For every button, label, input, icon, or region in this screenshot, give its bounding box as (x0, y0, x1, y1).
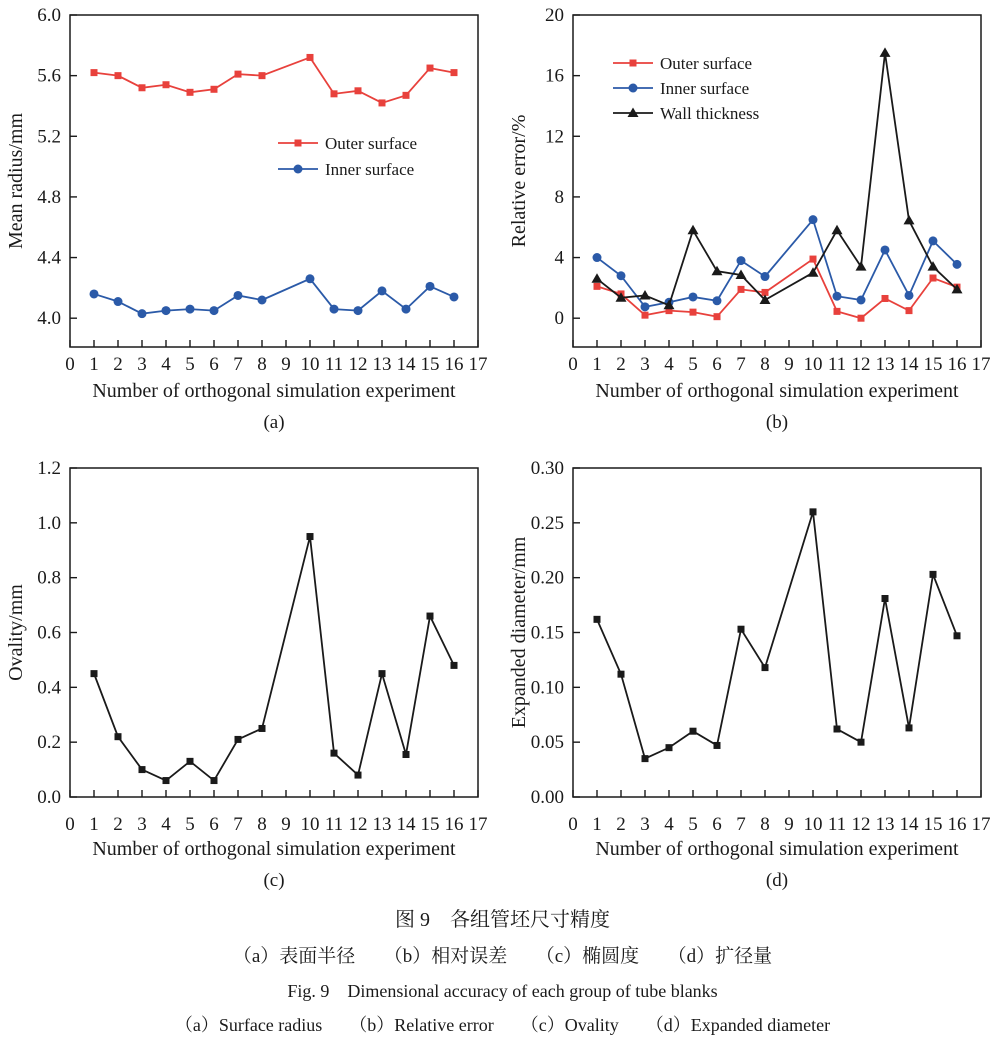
triangle-marker (928, 261, 939, 271)
square-marker (355, 772, 362, 779)
circle-marker (713, 296, 722, 305)
circle-marker (162, 306, 171, 315)
circle-marker (426, 282, 435, 291)
circle-marker (90, 289, 99, 298)
square-marker (259, 72, 266, 79)
square-marker (139, 766, 146, 773)
square-marker (738, 286, 745, 293)
square-marker (451, 662, 458, 669)
x-tick-label: 3 (640, 814, 650, 835)
y-tick-label: 16 (545, 65, 564, 87)
x-tick-label: 0 (65, 814, 75, 835)
x-tick-label: 17 (468, 814, 488, 835)
x-tick-label: 2 (616, 354, 626, 375)
x-tick-label: 1 (89, 354, 99, 375)
y-tick-label: 4 (554, 247, 564, 269)
square-marker (307, 533, 314, 540)
circle-marker (953, 260, 962, 269)
y-tick-label: 0.15 (530, 622, 564, 644)
circle-marker (809, 215, 818, 224)
y-tick-label: 1.0 (37, 512, 61, 534)
caption-en-title: Fig. 9 Dimensional accuracy of each group of tube blanks (287, 981, 718, 1001)
x-axis-title: Number of orthogonal simulation experiment (595, 838, 959, 860)
x-tick-label: 6 (712, 354, 722, 375)
square-marker (930, 275, 937, 282)
x-axis (65, 340, 487, 375)
x-tick-label: 12 (851, 354, 871, 375)
circle-marker (114, 297, 123, 306)
plot-box (70, 468, 478, 797)
x-tick-label: 10 (300, 814, 320, 835)
x-tick-label: 5 (185, 354, 195, 375)
x-tick-label: 16 (444, 354, 464, 375)
x-tick-label: 2 (113, 354, 123, 375)
square-marker (642, 312, 649, 319)
square-marker (163, 81, 170, 88)
x-tick-label: 13 (875, 814, 895, 835)
square-marker (642, 755, 649, 762)
legend-label: Outer surface (660, 54, 753, 73)
x-tick-label: 13 (875, 354, 895, 375)
x-axis (568, 340, 990, 375)
x-tick-label: 15 (923, 814, 943, 835)
triangle-marker (904, 215, 915, 225)
x-tick-label: 14 (396, 814, 416, 835)
subplot-letter: (c) (263, 870, 285, 891)
y-tick-label: 0.2 (37, 732, 61, 754)
series-wall-thickness (592, 47, 963, 309)
circle-marker (354, 306, 363, 315)
x-tick-label: 8 (760, 354, 770, 375)
square-marker (379, 99, 386, 106)
circle-marker (402, 305, 411, 314)
subplot-letter: (d) (765, 870, 789, 891)
x-tick-label: 17 (971, 814, 991, 835)
square-marker (355, 87, 362, 94)
square-marker (630, 60, 637, 67)
legend-label: Inner surface (325, 160, 415, 179)
y-tick-label: 0.00 (530, 787, 564, 808)
x-tick-label: 14 (899, 354, 919, 375)
square-marker (954, 632, 961, 639)
square-marker (139, 84, 146, 91)
square-marker (331, 750, 338, 757)
subplot-letter: (a) (263, 412, 285, 433)
circle-marker (186, 305, 195, 314)
series-inner-surface (90, 274, 459, 318)
square-marker (738, 626, 745, 633)
square-marker (690, 309, 697, 316)
subplot-c-ovality (0, 440, 502, 910)
x-tick-label: 14 (899, 814, 919, 835)
triangle-marker (592, 273, 603, 283)
x-tick-label: 0 (568, 354, 578, 375)
x-tick-label: 13 (372, 814, 392, 835)
series-line (597, 259, 957, 318)
x-tick-label: 2 (113, 814, 123, 835)
square-marker (594, 616, 601, 623)
x-tick-label: 15 (923, 354, 943, 375)
square-marker (810, 256, 817, 263)
triangle-marker (856, 261, 867, 271)
square-marker (810, 508, 817, 515)
square-marker (211, 86, 218, 93)
square-marker (930, 571, 937, 578)
square-marker (594, 283, 601, 290)
y-tick-label: 0 (554, 308, 564, 330)
y-axis-title: Mean radius/mm (5, 112, 27, 250)
x-tick-label: 6 (209, 354, 219, 375)
y-tick-label: 0.0 (37, 787, 61, 808)
square-marker (427, 613, 434, 620)
x-tick-label: 4 (664, 814, 674, 835)
series-expanded-diameter (594, 508, 961, 762)
circle-marker (761, 272, 770, 281)
series-line (597, 53, 957, 305)
circle-marker (294, 165, 303, 174)
x-tick-label: 7 (736, 354, 746, 375)
circle-marker (737, 256, 746, 265)
x-tick-label: 11 (827, 814, 847, 835)
square-marker (331, 90, 338, 97)
y-tick-label: 6.0 (37, 5, 61, 26)
legend-label: Wall thickness (660, 104, 760, 123)
x-axis-title: Number of orthogonal simulation experiment (595, 380, 959, 402)
square-marker (235, 736, 242, 743)
x-tick-label: 3 (640, 354, 650, 375)
square-marker (187, 758, 194, 765)
y-tick-label: 0.25 (530, 512, 564, 534)
caption-zh-subitems: （a）表面半径 （b）相对误差 （c）椭圆度 （d）扩径量 (232, 946, 773, 967)
chart-d-expanded-diameter (503, 440, 1005, 910)
square-marker (403, 92, 410, 99)
y-tick-label: 1.2 (37, 458, 61, 479)
circle-marker (689, 292, 698, 301)
circle-marker (617, 271, 626, 280)
x-tick-label: 0 (568, 814, 578, 835)
x-tick-label: 4 (161, 354, 171, 375)
square-marker (666, 744, 673, 751)
caption-en-subitems: （a）Surface radius （b）Relative error （c）Ovality （d）Expanded diameter (174, 1015, 831, 1035)
triangle-marker (712, 266, 723, 276)
x-tick-label: 10 (803, 814, 823, 835)
square-marker (259, 725, 266, 732)
circle-marker (306, 274, 315, 283)
x-tick-label: 7 (233, 354, 243, 375)
x-tick-label: 1 (592, 354, 602, 375)
y-tick-label: 0.6 (37, 622, 61, 644)
x-tick-label: 4 (161, 814, 171, 835)
square-marker (115, 733, 122, 740)
y-tick-label: 5.6 (37, 65, 61, 87)
x-tick-label: 8 (760, 814, 770, 835)
square-marker (906, 724, 913, 731)
square-marker (91, 670, 98, 677)
y-tick-label: 0.30 (530, 458, 564, 479)
x-tick-label: 6 (712, 814, 722, 835)
x-tick-label: 9 (784, 814, 794, 835)
x-tick-label: 3 (137, 814, 147, 835)
caption-zh-title: 图 9 各组管坯尺寸精度 (395, 909, 610, 931)
x-tick-label: 9 (281, 354, 291, 375)
series-line (94, 537, 454, 781)
triangle-marker (688, 225, 699, 235)
subplot-letter: (b) (765, 412, 789, 433)
square-marker (714, 742, 721, 749)
y-axis-title: Relative error/% (508, 114, 530, 248)
subplot-a-surface-radius (0, 0, 502, 440)
circle-marker (629, 84, 638, 93)
square-marker (163, 777, 170, 784)
chart-b-relative-error (503, 0, 1005, 440)
legend (613, 54, 759, 123)
square-marker (451, 69, 458, 76)
x-tick-label: 11 (324, 354, 344, 375)
chart-c-ovality (0, 440, 502, 910)
circle-marker (593, 253, 602, 262)
y-tick-label: 4.0 (37, 308, 61, 330)
y-tick-label: 4.8 (37, 186, 61, 208)
y-axis (545, 5, 580, 329)
y-axis-title: Ovality/mm (5, 584, 27, 681)
y-tick-label: 0.20 (530, 567, 564, 589)
x-tick-label: 5 (185, 814, 195, 835)
y-axis (37, 458, 77, 808)
circle-marker (450, 292, 459, 301)
x-tick-label: 0 (65, 354, 75, 375)
series-line (597, 512, 957, 759)
subplot-b-relative-error (503, 0, 1005, 440)
circle-marker (881, 245, 890, 254)
x-axis-title: Number of orthogonal simulation experiment (92, 380, 456, 402)
y-tick-label: 0.8 (37, 567, 61, 589)
plot-box (70, 15, 478, 347)
triangle-marker (640, 290, 651, 300)
x-tick-label: 1 (592, 814, 602, 835)
x-tick-label: 14 (396, 354, 416, 375)
x-tick-label: 8 (257, 354, 267, 375)
square-marker (714, 313, 721, 320)
series-line (94, 57, 454, 102)
x-tick-label: 12 (348, 354, 368, 375)
y-tick-label: 0.10 (530, 677, 564, 699)
x-tick-label: 11 (324, 814, 344, 835)
square-marker (211, 777, 218, 784)
square-marker (762, 664, 769, 671)
x-tick-label: 5 (688, 814, 698, 835)
square-marker (882, 295, 889, 302)
circle-marker (857, 296, 866, 305)
x-tick-label: 7 (233, 814, 243, 835)
x-tick-label: 9 (281, 814, 291, 835)
circle-marker (330, 305, 339, 314)
square-marker (235, 71, 242, 78)
legend (278, 134, 417, 179)
x-tick-label: 4 (664, 354, 674, 375)
square-marker (906, 307, 913, 314)
plot-box (573, 468, 981, 797)
square-marker (834, 308, 841, 315)
circle-marker (641, 302, 650, 311)
square-marker (858, 315, 865, 322)
y-axis (37, 5, 77, 329)
x-tick-label: 12 (348, 814, 368, 835)
x-tick-label: 9 (784, 354, 794, 375)
x-tick-label: 15 (420, 354, 440, 375)
y-tick-label: 4.4 (37, 247, 61, 269)
x-tick-label: 16 (444, 814, 464, 835)
square-marker (91, 69, 98, 76)
x-tick-label: 2 (616, 814, 626, 835)
circle-marker (210, 306, 219, 315)
series-ovality (91, 533, 458, 784)
triangle-marker (832, 225, 843, 235)
circle-marker (138, 309, 147, 318)
chart-a-mean-radius (0, 0, 502, 440)
square-marker (427, 65, 434, 72)
y-tick-label: 0.4 (37, 677, 61, 699)
y-tick-label: 12 (545, 126, 564, 148)
x-tick-label: 8 (257, 814, 267, 835)
y-tick-label: 20 (545, 5, 564, 26)
x-tick-label: 10 (300, 354, 320, 375)
legend-label: Inner surface (660, 79, 750, 98)
square-marker (690, 728, 697, 735)
x-tick-label: 10 (803, 354, 823, 375)
circle-marker (929, 236, 938, 245)
x-tick-label: 1 (89, 814, 99, 835)
x-tick-label: 6 (209, 814, 219, 835)
y-axis-title: Expanded diameter/mm (508, 536, 530, 729)
square-marker (379, 670, 386, 677)
circle-marker (258, 296, 267, 305)
y-tick-label: 5.2 (37, 126, 61, 148)
square-marker (834, 726, 841, 733)
x-tick-label: 12 (851, 814, 871, 835)
x-axis-title: Number of orthogonal simulation experiment (92, 838, 456, 860)
circle-marker (378, 286, 387, 295)
x-tick-label: 11 (827, 354, 847, 375)
square-marker (115, 72, 122, 79)
square-marker (307, 54, 314, 61)
square-marker (295, 140, 302, 147)
x-tick-label: 13 (372, 354, 392, 375)
y-tick-label: 0.05 (530, 732, 564, 754)
x-tick-label: 17 (971, 354, 991, 375)
circle-marker (833, 292, 842, 301)
series-line (94, 279, 454, 314)
square-marker (618, 671, 625, 678)
circle-marker (234, 291, 243, 300)
legend-label: Outer surface (325, 134, 418, 153)
subplot-d-expanded-diameter (503, 440, 1005, 910)
y-tick-label: 8 (554, 186, 564, 208)
square-marker (403, 751, 410, 758)
x-tick-label: 16 (947, 814, 967, 835)
square-marker (882, 595, 889, 602)
square-marker (858, 739, 865, 746)
x-tick-label: 15 (420, 814, 440, 835)
x-tick-label: 16 (947, 354, 967, 375)
series-outer-surface (91, 54, 458, 106)
circle-marker (905, 291, 914, 300)
x-tick-label: 5 (688, 354, 698, 375)
x-tick-label: 7 (736, 814, 746, 835)
x-tick-label: 3 (137, 354, 147, 375)
x-tick-label: 17 (468, 354, 488, 375)
square-marker (187, 89, 194, 96)
triangle-marker (880, 47, 891, 57)
